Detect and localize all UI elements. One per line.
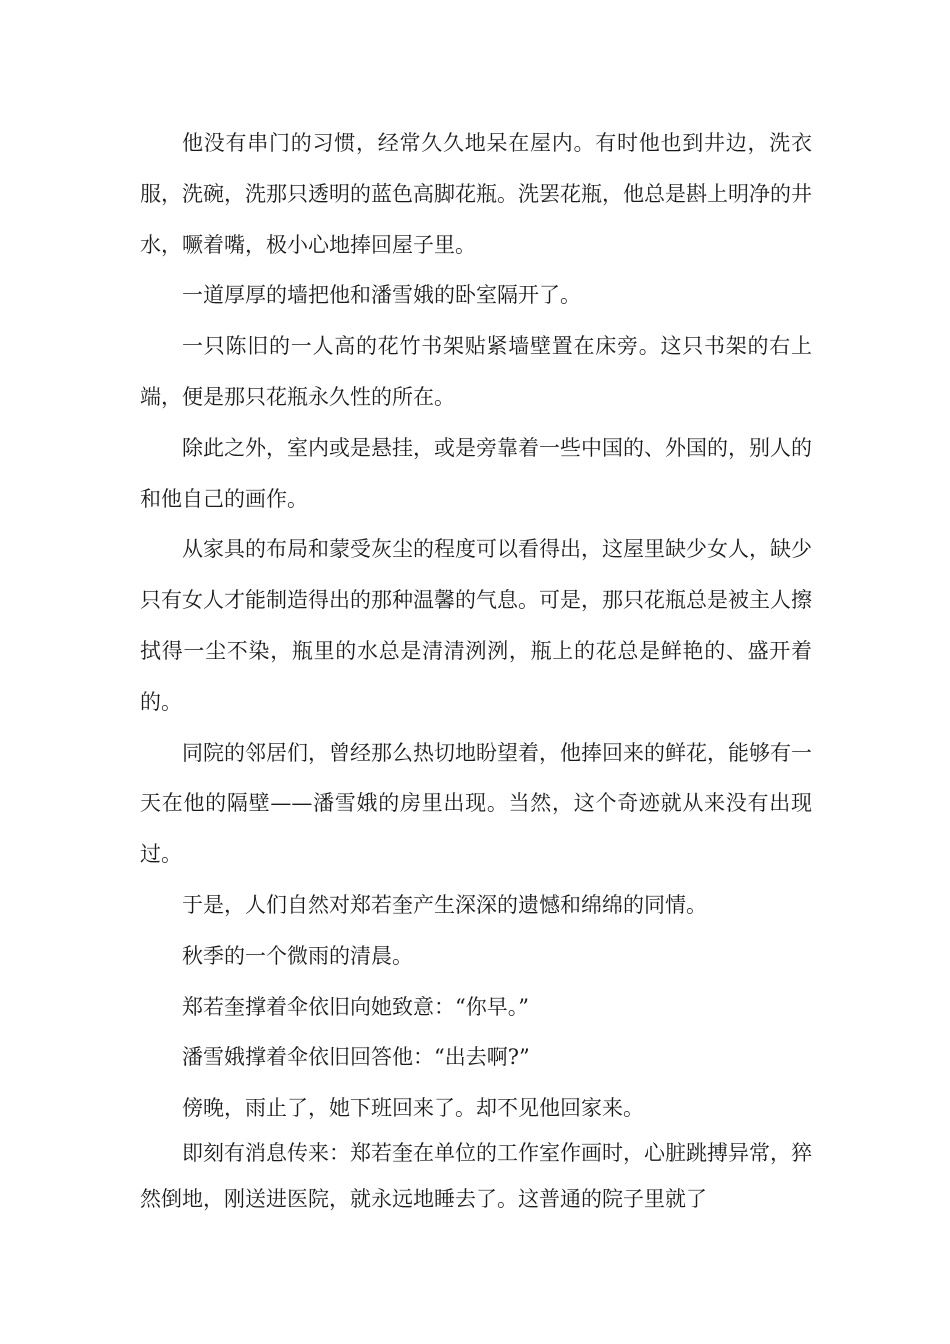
paragraph: 一只陈旧的一人高的花竹书架贴紧墙壁置在床旁。这只书架的右上端，便是那只花瓶永久性的所在。	[140, 334, 812, 409]
paragraph: 即刻有消息传来：郑若奎在单位的工作室作画时，心脏跳搏异常，猝然倒地，刚送进医院，就永远地睡去了。这普通的院子里就了	[140, 1140, 812, 1211]
paragraph: 从家具的布局和蒙受灰尘的程度可以看得出，这屋里缺少女人，缺少只有女人才能制造得出的那种温馨的气息。可是，那只花瓶总是被主人擦拭得一尘不染，瓶里的水总是清清洌洌，瓶上的花总是鲜艳的、盛开着的。	[140, 537, 812, 714]
paragraph: 他没有串门的习惯，经常久久地呆在屋内。有时他也到井边，洗衣服，洗碗，洗那只透明的蓝色高脚花瓶。洗罢花瓶，他总是斟上明净的井水，噘着嘴，极小心地捧回屋子里。	[140, 131, 812, 257]
paragraph: 于是，人们自然对郑若奎产生深深的遗憾和绵绵的同情。	[182, 892, 707, 917]
paragraph: 郑若奎撑着伞依旧向她致意：“你早。”	[182, 994, 529, 1019]
paragraph: 一道厚厚的墙把他和潘雪娥的卧室隔开了。	[182, 283, 581, 308]
paragraph: 傍晚，雨止了，她下班回来了。却不见他回家来。	[182, 1096, 644, 1121]
paragraph: 同院的邻居们，曾经那么热切地盼望着，他捧回来的鲜花，能够有一天在他的隔壁——潘雪娥的房里出现。当然，这个奇迹就从来没有出现过。	[140, 740, 812, 867]
paragraph: 潘雪娥撑着伞依旧回答他：“出去啊?”	[182, 1045, 530, 1070]
paragraph: 秋季的一个微雨的清晨。	[182, 943, 413, 968]
paragraph: 除此之外，室内或是悬挂，或是旁靠着一些中国的、外国的，别人的和他自己的画作。	[140, 435, 812, 511]
body-text	[140, 118, 812, 1222]
